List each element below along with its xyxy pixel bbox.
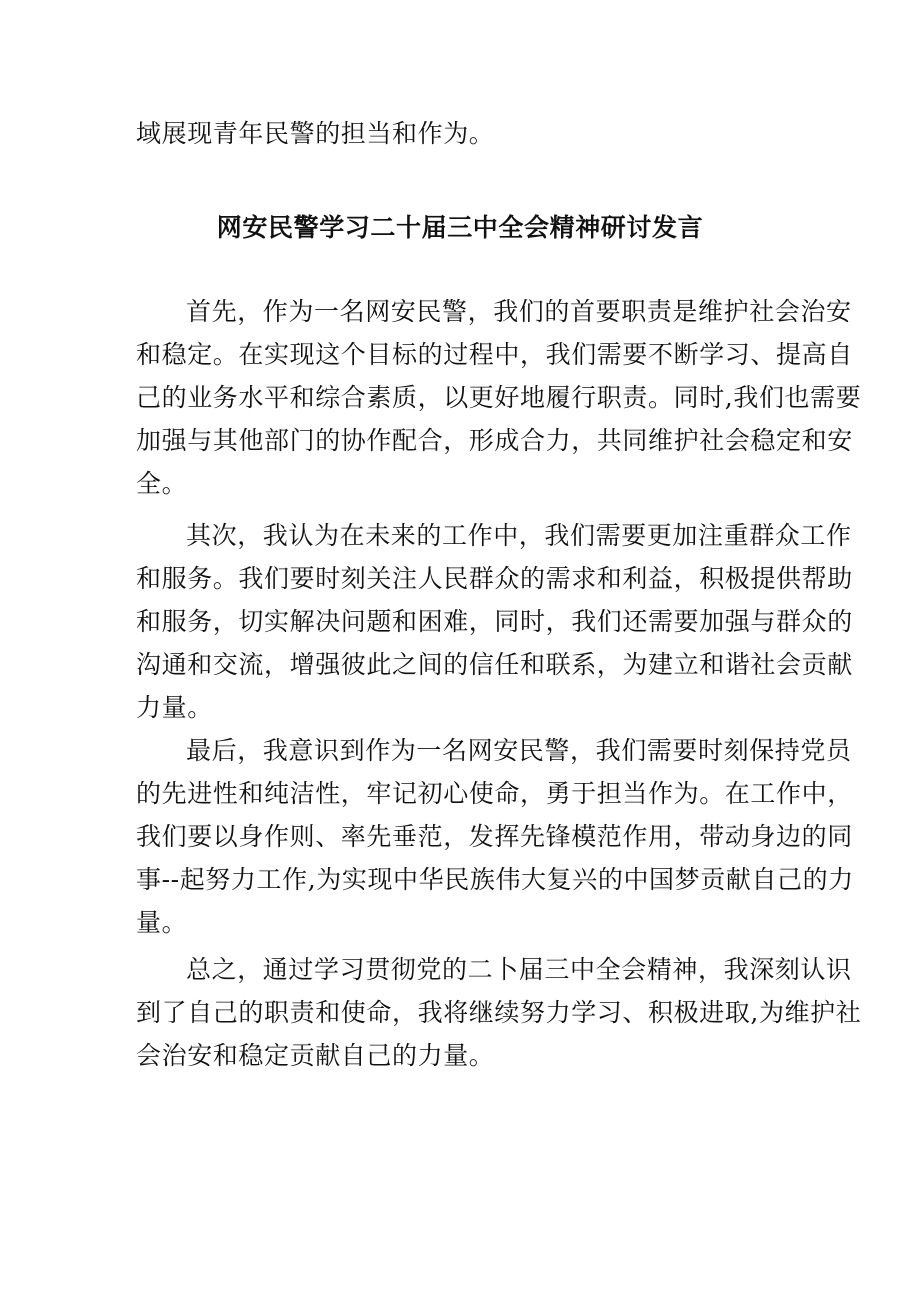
paragraph-line: 加强与其他部门的协作配合，形成合力，共同维护社会稳定和安	[136, 426, 853, 455]
paragraph-line: 最后，我意识到作为一名网安民警，我们需要时刻保持党员	[186, 736, 852, 765]
paragraph-line: 力量。	[136, 693, 213, 722]
paragraph-line: 其次，我认为在未来的工作中，我们需要更加注重群众工作	[186, 521, 852, 550]
continuation-line: 域展现青年民警的担当和作为。	[136, 119, 495, 148]
document-title: 网安民警学习二十届三中全会精神研讨发言	[216, 213, 704, 242]
paragraph-line: 总之，通过学习贯彻党的二卜届三中全会精神，我深刻认识	[186, 955, 852, 984]
paragraph-line: 首先，作为一名网安民警，我们的首要职责是维护社会治安	[186, 297, 852, 326]
paragraph-line: 的先进性和纯洁性，牢记初心使命，勇于担当作为。在工作中，	[136, 779, 853, 808]
paragraph-line: 沟通和交流，增强彼此之间的信任和联系，为建立和谐社会贡献	[136, 650, 853, 679]
paragraph-line: 己的业务水平和综合素质，以更好地履行职责。同时,我们也需要	[136, 383, 862, 412]
paragraph-line: 到了自己的职责和使命，我将继续努力学习、积极进取,为维护社	[136, 998, 862, 1027]
paragraph-line: 和稳定。在实现这个目标的过程中，我们需要不断学习、提高自	[136, 340, 853, 369]
paragraph-line: 量。	[136, 908, 188, 937]
paragraph-line: 和服务，切实解决问题和困难，同时，我们还需要加强与群众的	[136, 607, 853, 636]
paragraph-line: 我们要以身作则、率先垂范，发挥先锋模范作用，带动身边的同	[136, 822, 853, 851]
paragraph-line: 全。	[136, 469, 188, 498]
paragraph-line: 会治安和稳定贡献自己的力量。	[136, 1041, 495, 1070]
paragraph-line: 事--起努力工作,为实现中华民族伟大复兴的中国梦贡献自己的力	[136, 865, 854, 894]
paragraph-line: 和服务。我们要时刻关注人民群众的需求和利益，积极提供帮助	[136, 564, 853, 593]
